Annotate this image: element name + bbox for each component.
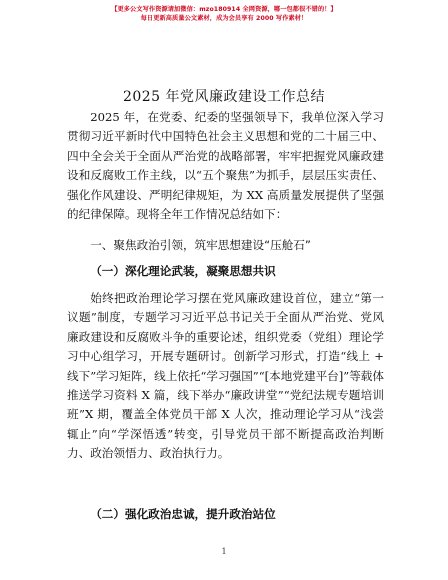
subsection-1-paragraph-block: [67, 289, 384, 464]
page-number: 1: [221, 547, 227, 556]
subsection-1-heading: （一）深化理论武装，凝聚思想共识: [90, 264, 276, 278]
intro-paragraph-block: [67, 108, 384, 224]
subsection-1-paragraph: 始终把政治理论学习摆在党风廉政建设首位，建立“第一议题”制度，专题学习习近平总书记关于全面从严治党、党风廉政建设和反腐败斗争的重要论述，组织党委（党组）理论学习中心组学习，开展专题研讨。创新学习形式，打造“线上 + 线下”学习矩阵，线上依托“学习强国”“[本地党建平台]”等载体推送学习资料 X 篇，线下举办“廉政讲堂”“党纪法规专题培训班”X 期，覆盖全体党员干部 X 人次，推动理论学习从“浅尝辄止”向“学深悟透”转变，引导党员干部不断提高政治判断力、政治领悟力、政治执行力。: [67, 291, 384, 461]
promo-banner-line-1: 【更多公文写作资源请加微信：mzo180914 全网资源，哪一包都很不错的！】: [111, 6, 337, 13]
promo-banner-line-2: 每日更新高质量公文素材，成为会员享有 2000 写作素材！: [140, 15, 308, 22]
document-title: 2025 年党风廉政建设工作总结: [122, 89, 326, 105]
intro-paragraph: 2025 年，在党委、纪委的坚强领导下，我单位深入学习贯彻习近平新时代中国特色社会主义思想和党的二十届三中、四中全会关于全面从严治党的战略部署，牢牢把握党风廉政建设和反腐败工作主线，以“五个聚焦”为抓手，层层压实责任、强化作风建设、严明纪律规矩，为 XX 高质量发展提供了坚强的纪律保障。现将全年工作情况总结如下：: [67, 110, 384, 222]
subsection-2-heading: （二）强化政治忠诚，提升政治站位: [90, 507, 276, 521]
promo-banner: [0, 5, 448, 23]
section-1-heading: 一、聚焦政治引领，筑牢思想建设“压舱石”: [90, 238, 311, 252]
